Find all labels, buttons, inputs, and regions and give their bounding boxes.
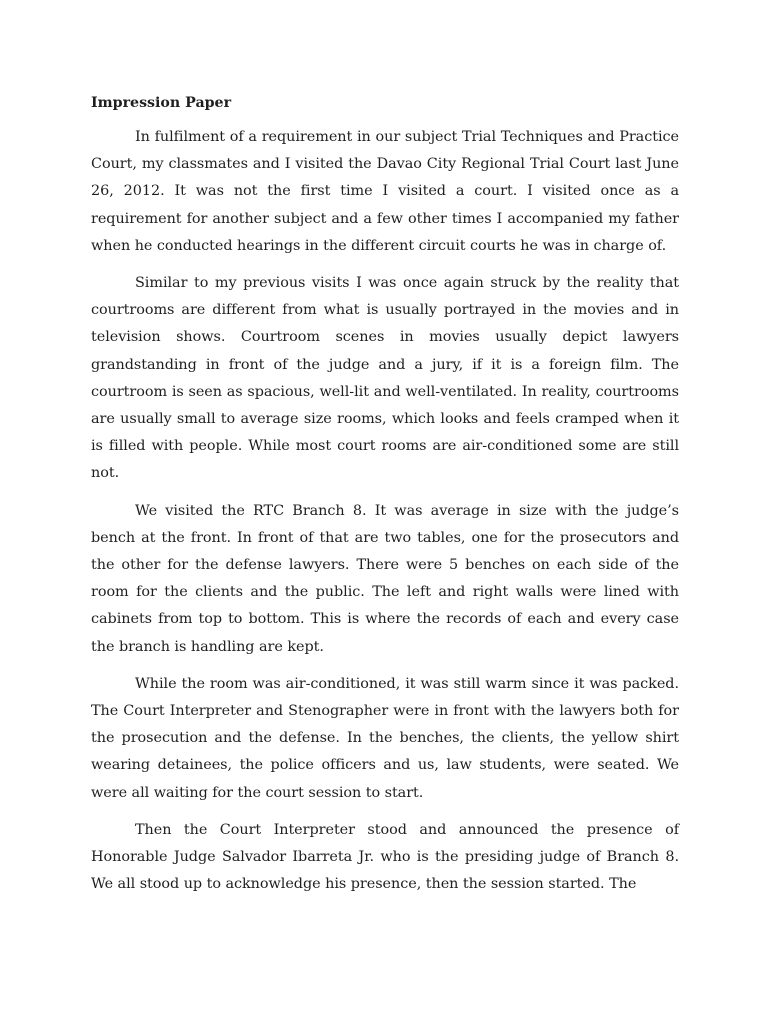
paragraph-2: Similar to my previous visits I was once again struck by the reality that courtrooms are different from what is usually portrayed in the movies and in television shows. Courtroom scenes in movies usually depict lawyers grandstanding in front of the judge and a jury, if it is a foreign film. The courtroom is seen as spacious, well-lit and well-ventilated. In reality, courtrooms are usually small to average size rooms, which looks and feels cramped when it is filled with people. While most court rooms are air-conditioned some are still not.: [91, 275, 679, 482]
paragraph-5: Then the Court Interpreter stood and announced the presence of Honorable Judge Salvador Ibarreta Jr. who is the presiding judge of Branch 8. We all stood up to acknowledge his presence, then the session started. The: [91, 821, 679, 893]
paragraph-4: While the room was air-conditioned, it was still warm since it was packed. The Court Interpreter and Stenographer were in front with the lawyers both for the prosecution and the defense. In the benches, the clients, the yellow shirt wearing detainees, the police officers and us, law students, were seated. We were all waiting for the court session to start.: [91, 675, 679, 801]
document-body: [91, 90, 679, 908]
document-title: Impression Paper: [91, 95, 232, 111]
paragraph-3: We visited the RTC Branch 8. It was average in size with the judge’s bench at the front. In front of that are two tables, one for the prosecutors and the other for the defense lawyers. There were 5 benches on each side of the room for the clients and the public. The left and right walls were lined with cabinets from top to bottom. This is where the records of each and every case the branch is handling are kept.: [91, 502, 679, 655]
paragraph-1: In fulfilment of a requirement in our subject Trial Techniques and Practice Court, my classmates and I visited the Davao City Regional Trial Court last June 26, 2012. It was not the first time I visited a court. I visited once as a requirement for another subject and a few other times I accompanied my father when he conducted hearings in the different circuit courts he was in charge of.: [91, 129, 679, 254]
